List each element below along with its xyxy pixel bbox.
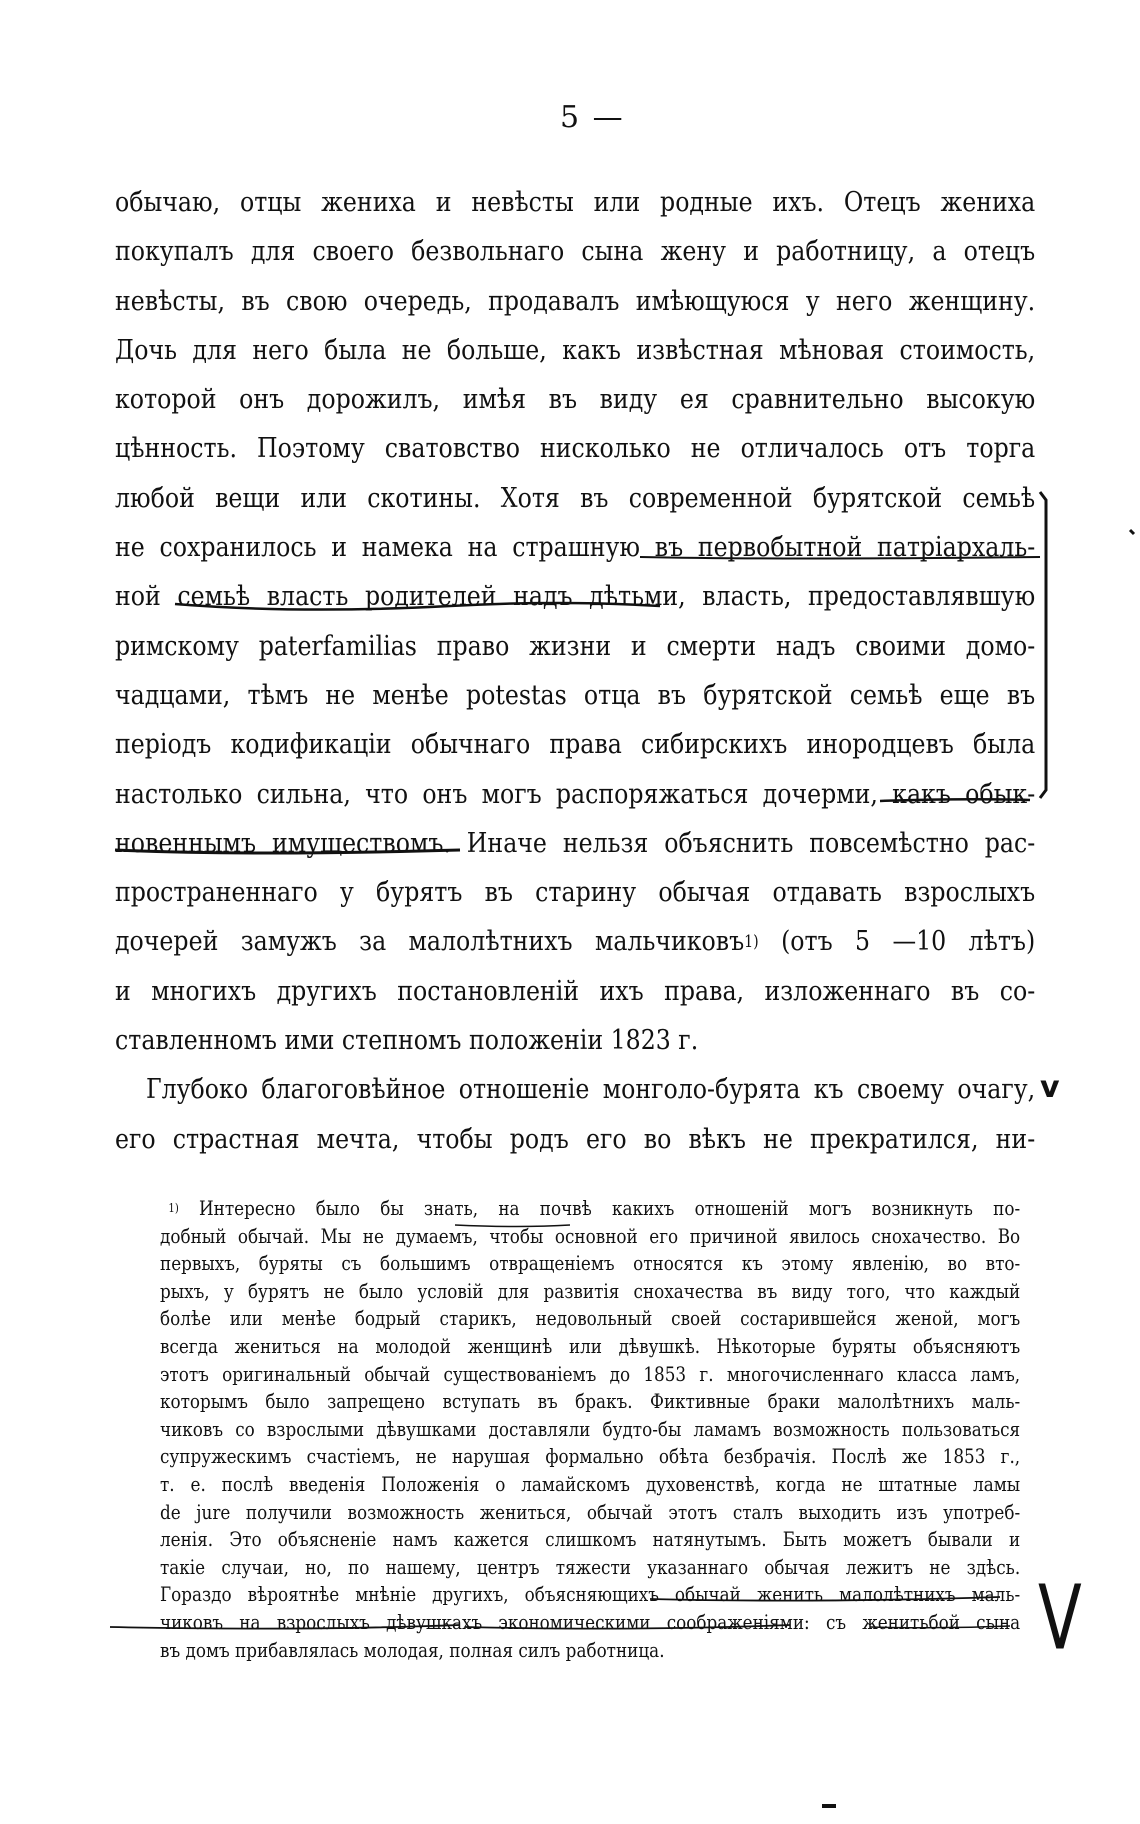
text-line: его страстная мечта, чтобы родъ его во вѣкъ не прекратился, ни-: [115, 1122, 1036, 1155]
text-line: невѣсты, въ свою очередь, продавалъ имѣющуюся у него женщину.: [115, 284, 1036, 317]
text-line: настолько сильна, что онъ могъ распоряжаться дочерми, какъ обык-: [115, 777, 1036, 810]
text-line: любой вещи или скотины. Хотя въ современной бурятской семьѣ: [115, 481, 1036, 514]
footnote-line: de jure получили возможность жениться, обычай этотъ сталъ выходить изъ употреб-: [160, 1499, 1021, 1524]
text-line: новеннымъ имуществомъ. Иначе нельзя объяснить повсемѣстно рас-: [115, 826, 1036, 859]
footnote: [160, 1195, 1020, 1664]
stray-mark: [1130, 530, 1134, 534]
text-line: покупалъ для своего безвольнаго сына жену и работницу, а отецъ: [115, 235, 1036, 268]
text-line: не сохранилось и намека на страшную въ первобытной патріархаль-: [115, 531, 1036, 564]
text-segment: дочерей замужъ за малолѣтнихъ мальчиковъ: [115, 925, 745, 958]
main-text: [115, 178, 1035, 1164]
footnote-line: этотъ оригинальный обычай существованіемъ до 1853 г. многочисленнаго класса ламъ,: [160, 1361, 1021, 1386]
footnote-line: первыхъ, буряты съ большимъ отвращеніемъ относятся къ этому явленію, во вто-: [160, 1251, 1021, 1276]
footnote-line: [160, 1195, 1020, 1223]
footnote-line: такіе случаи, но, по нашему, центръ тяжести указаннаго обычая лежитъ не здѣсь.: [160, 1554, 1021, 1579]
text-line: ной семьѣ власть родителей надъ дѣтьми, власть, предоставлявшую: [115, 580, 1036, 613]
footnote-text: Интересно было бы знать, на почвѣ какихъ отношеній могъ возникнуть по-: [178, 1196, 1021, 1220]
text-line: римскому paterfamilias право жизни и смерти надъ своими домо-: [115, 629, 1036, 662]
paragraph-start-line: Глубоко благоговѣйное отношеніе монголо-бурята къ своему очагу,: [145, 1073, 1036, 1106]
footnote-line: рыхъ, у бурятъ не было условій для развитія снохачества въ виду того, что каждый: [160, 1278, 1021, 1303]
text-line: періодъ кодификаціи обычнаго права сибирскихъ инородцевъ была: [115, 728, 1036, 761]
text-line: чадцами, тѣмъ не менѣе potestas отца въ бурятской семьѣ еще въ: [115, 678, 1036, 711]
footnote-line: добный обычай. Мы не думаемъ, чтобы основной его причиной явилось снохачество. Во: [160, 1223, 1021, 1248]
page-number: 5 —: [560, 100, 625, 135]
footnote-line: всегда жениться на молодой женщинѣ или дѣвушкѣ. Нѣкоторые буряты объясняютъ: [160, 1333, 1021, 1358]
text-line: Дочь для него была не больше, какъ извѣстная мѣновая стоимость,: [115, 333, 1036, 366]
text-line: и многихъ другихъ постановленій ихъ права, изложеннаго въ со-: [115, 974, 1036, 1007]
footnote-line: ленія. Это объясненіе намъ кажется слишкомъ натянутымъ. Быть можетъ бывали и: [160, 1527, 1021, 1552]
margin-bracket-mark: [1040, 492, 1046, 798]
text-line: ставленномъ ими степномъ положеніи 1823 г.: [115, 1024, 699, 1057]
footnote-line: чиковъ на взрослыхъ дѣвушкахъ экономическими соображеніями: съ женитьбой сына: [160, 1609, 1021, 1634]
footnote-line: т. е. послѣ введенія Положенія о ламайскомъ духовенствѣ, когда не штатные ламы: [160, 1471, 1021, 1496]
footnote-line: болѣе или менѣе бодрый старикъ, недовольный своей состарившейся женой, могъ: [160, 1306, 1021, 1331]
footnote-line: которымъ было запрещено вступать въ бракъ. Фиктивные браки малолѣтнихъ маль-: [160, 1389, 1021, 1414]
text-line: цѣнность. Поэтому сватовство нисколько не отличалось отъ торга: [115, 432, 1036, 465]
text-line-with-footnote-ref: [115, 917, 1035, 966]
text-line: пространеннаго у бурятъ въ старину обычая отдавать взрослыхъ: [115, 876, 1036, 909]
footnote-line: Гораздо вѣроятнѣе мнѣніе другихъ, объясняющихъ обычай женить малолѣтнихъ маль-: [160, 1582, 1021, 1607]
footnote-reference: 1): [744, 932, 759, 952]
footnote-line: въ домъ прибавлялась молодая, полная силъ работница.: [160, 1637, 665, 1662]
footnote-line: чиковъ со взрослыми дѣвушками доставляли будто-бы ламамъ возможность пользоваться: [160, 1416, 1021, 1441]
text-line: обычаю, отцы жениха и невѣсты или родные ихъ. Отецъ жениха: [115, 186, 1036, 218]
footnote-marker: 1): [168, 1201, 179, 1215]
check-mark-icon: V: [1038, 1567, 1082, 1671]
check-mark-icon: v: [1040, 1070, 1060, 1105]
text-line: которой онъ дорожилъ, имѣя въ виду ея сравнительно высокую: [115, 383, 1036, 416]
text-segment: (отъ 5 —10 лѣтъ): [758, 925, 1036, 958]
footnote-line: супружескимъ счастіемъ, не нарушая формально обѣта безбрачія. Послѣ же 1853 г.,: [160, 1444, 1021, 1469]
